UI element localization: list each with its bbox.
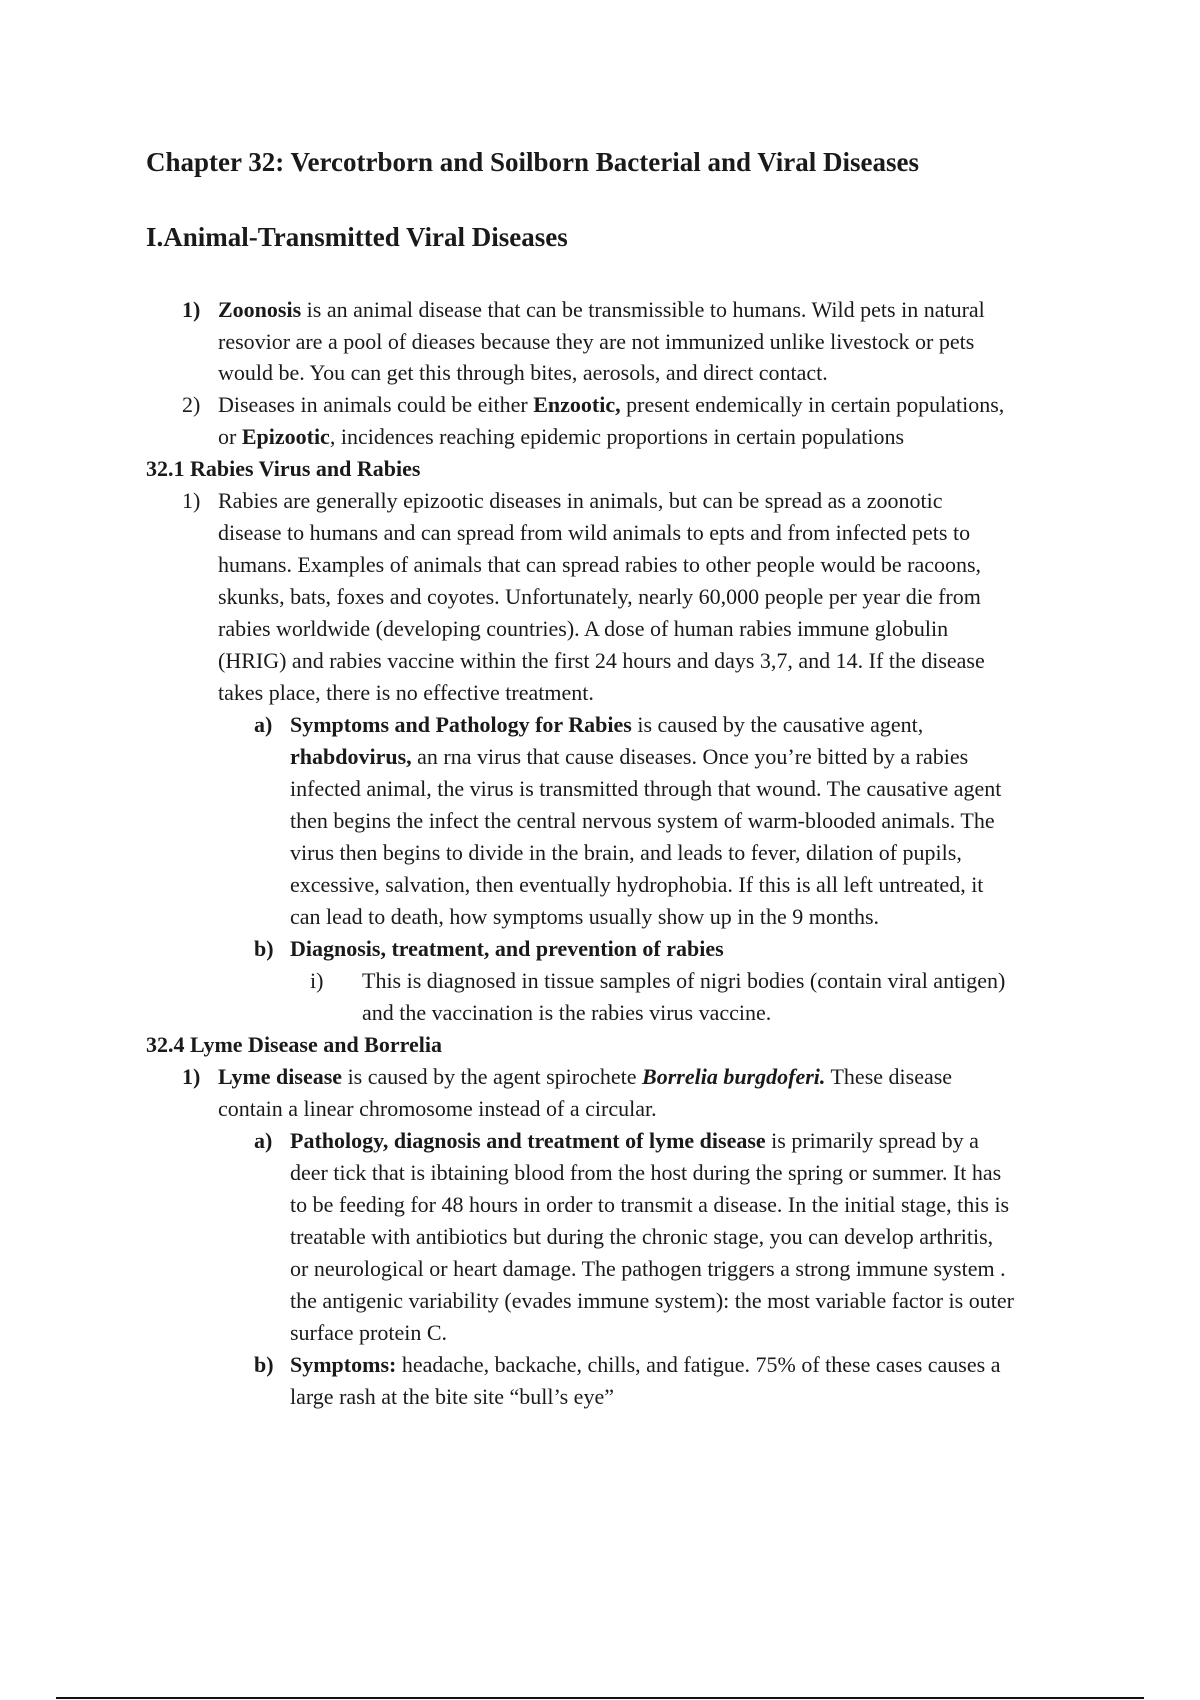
lyme-pathology-line-6: the antigenic variability (evades immune system): the most variable factor is outer (290, 1288, 1014, 1313)
term-epizootic: Epizootic (241, 424, 330, 449)
term-pathology-lyme: Pathology, diagnosis and treatment of lyme disease (290, 1128, 766, 1153)
text: is caused by the agent spirochete (342, 1064, 643, 1089)
rabies-symptoms-line-6: excessive, salvation, then eventually hydrophobia. If this is all left untreated, it (290, 872, 984, 897)
rabies-diagnosis-line-2: and the vaccination is the rabies virus vaccine. (362, 1000, 772, 1025)
lyme-pathology-line-1 (290, 1126, 979, 1156)
rabies-paragraph-line-1: Rabies are generally epizootic diseases in animals, but can be spread as a zoonotic (218, 488, 943, 513)
rabies-symptoms-line-3: infected animal, the virus is transmitted through that wound. The causative agent (290, 776, 1002, 801)
text: headache, backache, chills, and fatigue. 75% of these cases causes a (396, 1352, 1001, 1377)
text: present endemically in certain populations, (620, 392, 1005, 417)
term-symptoms-pathology-rabies: Symptoms and Pathology for Rabies (290, 712, 632, 737)
lyme-symptoms-line-2: large rash at the bite site “bull’s eye” (290, 1384, 614, 1409)
rabies-diagnosis-heading: Diagnosis, treatment, and prevention of rabies (290, 936, 724, 961)
lyme-pathology-line-2: deer tick that is ibtaining blood from the host during the spring or summer. It has (290, 1160, 1002, 1185)
list-marker: b) (254, 936, 274, 961)
list-item-enzootic-line-2 (218, 422, 904, 452)
list-item-zoonosis-line-1 (218, 295, 985, 325)
list-marker: b) (254, 1352, 274, 1377)
text: is an animal disease that can be transmissible to humans. Wild pets in natural (301, 297, 985, 322)
rabies-paragraph-line-4: skunks, bats, foxes and coyotes. Unfortunately, nearly 60,000 people per year die from (218, 584, 981, 609)
lyme-paragraph-line-1 (218, 1062, 952, 1092)
lyme-pathology-line-5: or neurological or heart damage. The pathogen triggers a strong immune system . (290, 1256, 1006, 1281)
list-marker: 1) (182, 488, 201, 513)
lyme-paragraph-line-2: contain a linear chromosome instead of a circular. (218, 1096, 657, 1121)
text: is primarily spread by a (765, 1128, 979, 1153)
rabies-diagnosis-line-1: This is diagnosed in tissue samples of nigri bodies (contain viral antigen) (362, 968, 1006, 993)
list-marker: a) (254, 712, 273, 737)
term-rhabdovirus: rhabdovirus, (290, 744, 412, 769)
term-symptoms: Symptoms: (290, 1352, 397, 1377)
text: is caused by the causative agent, (631, 712, 924, 737)
rabies-symptoms-line-5: virus then begins to divide in the brain, and leads to fever, dilation of pupils, (290, 840, 962, 865)
text: or (218, 424, 242, 449)
rabies-paragraph-line-3: humans. Examples of animals that can spread rabies to other people would be racoons, (218, 552, 982, 577)
chapter-title: Chapter 32: Vercotrborn and Soilborn Bacterial and Viral Diseases (146, 147, 920, 177)
lyme-pathology-line-4: treatable with antibiotics but during the chronic stage, you can develop arthritis, (290, 1224, 994, 1249)
section-title-rabies: 32.1 Rabies Virus and Rabies (146, 456, 421, 481)
list-item-enzootic-line-1 (218, 390, 1004, 420)
lyme-pathology-line-3: to be feeding for 48 hours in order to transmit a disease. In the initial stage, this is (290, 1192, 1010, 1217)
term-borrelia: Borrelia burgdoferi. (642, 1064, 826, 1089)
rabies-symptoms-line-4: then begins the infect the central nervous system of warm-blooded animals. The (290, 808, 995, 833)
text: These disease (825, 1064, 953, 1089)
list-item-zoonosis-line-3: would be. You can get this through bites, aerosols, and direct contact. (218, 360, 828, 385)
list-marker: i) (310, 968, 324, 993)
list-marker: 1) (182, 1064, 201, 1089)
rabies-paragraph-line-5: rabies worldwide (developing countries). A dose of human rabies immune globulin (218, 616, 949, 641)
section-title-animal-transmitted: I.Animal-Transmitted Viral Diseases (146, 222, 568, 252)
term-enzootic: Enzootic, (533, 392, 621, 417)
list-item-zoonosis-line-2: resovior are a pool of dieases because they are not immunized unlike livestock or pets (218, 329, 975, 354)
list-marker: 1) (182, 297, 201, 322)
rabies-paragraph-line-6: (HRIG) and rabies vaccine within the first 24 hours and days 3,7, and 14. If the disease (218, 648, 985, 673)
rabies-symptoms-line-7: can lead to death, how symptoms usually show up in the 9 months. (290, 904, 880, 929)
list-marker: a) (254, 1128, 273, 1153)
term-lyme-disease: Lyme disease (218, 1064, 343, 1089)
page-bottom-rule (56, 1697, 1144, 1699)
section-title-lyme: 32.4 Lyme Disease and Borrelia (146, 1032, 442, 1057)
text: an rna virus that cause diseases. Once you’re bitted by a rabies (411, 744, 969, 769)
list-marker: 2) (182, 392, 201, 417)
rabies-symptoms-line-1 (290, 710, 923, 740)
text: , incidences reaching epidemic proportions in certain populations (329, 424, 905, 449)
rabies-symptoms-line-2 (290, 742, 968, 772)
rabies-paragraph-line-7: takes place, there is no effective treatment. (218, 680, 594, 705)
rabies-paragraph-line-2: disease to humans and can spread from wild animals to epts and from infected pets to (218, 520, 971, 545)
text: Diseases in animals could be either (218, 392, 534, 417)
lyme-symptoms-line-1 (290, 1350, 1000, 1380)
term-zoonosis: Zoonosis (218, 297, 302, 322)
lyme-pathology-line-7: surface protein C. (290, 1320, 447, 1345)
